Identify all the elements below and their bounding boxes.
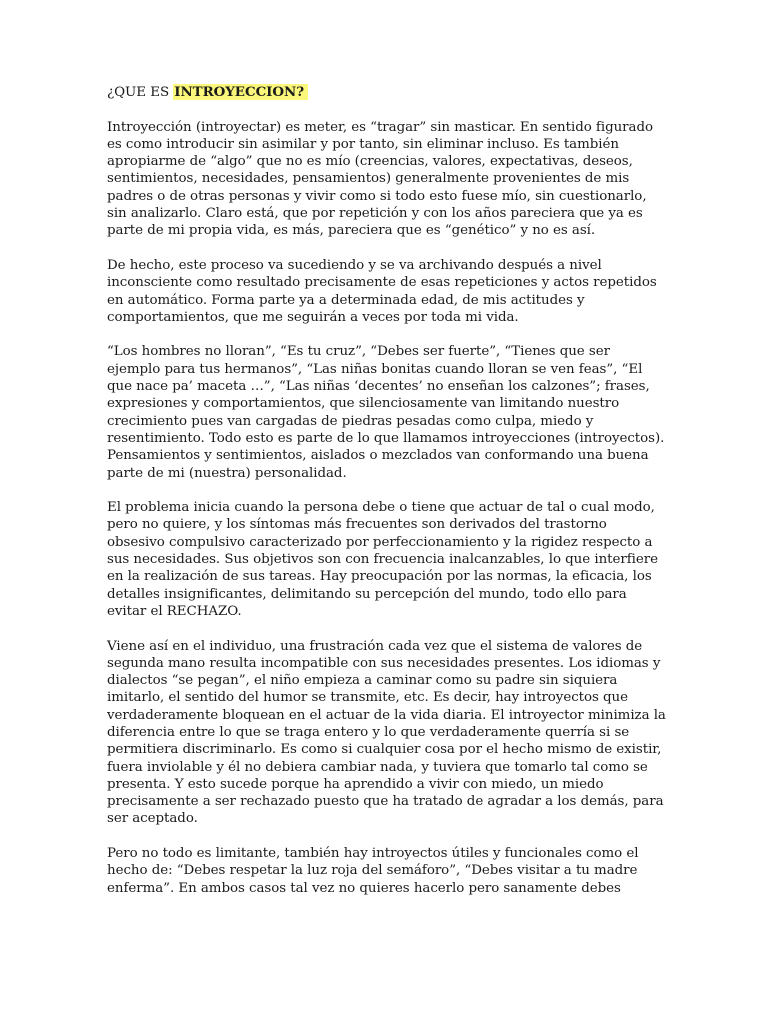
document-page bbox=[107, 84, 667, 914]
document-title bbox=[107, 84, 667, 101]
paragraph-6: Pero no todo es limitante, también hay introyectos útiles y funcionales como el hecho de: “Debes respetar la luz roja del semáforo”, “Debes visitar a tu madre enferma”. En ambos casos tal vez no quieres hacerlo pero sanamente debes bbox=[107, 846, 639, 896]
paragraph-2: De hecho, este proceso va sucediendo y se va archivando después a nivel inconsciente como resultado precisamente de esas repeticiones y actos repetidos en automático. Forma parte ya a determinada edad, de mis actitudes y comportamientos, que me seguirán a veces por toda mi vida. bbox=[107, 257, 657, 325]
paragraph-3: “Los hombres no lloran”, “Es tu cruz”, “Debes ser fuerte”, “Tienes que ser ejemplo para tus hermanos”, “Las niñas bonitas cuando lloran se ven feas”, “El que nace pa’ maceta …”, “Las niñas ‘decentes’ no enseñan los calzones”; frases, expresiones y comportamientos, que silenciosamente van limitando nuestro crecimiento pues van cargadas de piedras pesadas como culpa, miedo y resentimiento. Todo esto es parte de lo que llamamos introyecciones (introyectos). Pensamientos y sentimientos, aislados o mezclados van conformando una buena parte de mi (nuestra) personalidad. bbox=[107, 344, 665, 481]
title-prefix: ¿QUE ES bbox=[107, 85, 174, 100]
title-highlight: INTROYECCION? bbox=[173, 84, 308, 100]
paragraph-1: Introyección (introyectar) es meter, es “tragar” sin masticar. En sentido figurado es como introducir sin asimilar y por tanto, sin eliminar incluso. Es también apropiarme de “algo” que no es mío (creencias, valores, expectativas, deseos, sentimientos, necesidades, pensamientos) generalmente provenientes de mis padres o de otras personas y vivir como si todo esto fuese mío, sin cuestionarlo, sin analizarlo. Claro está, que por repetición y con los años pareciera que ya es parte de mi propia vida, es más, pareciera que es “genético” y no es así. bbox=[107, 119, 653, 239]
paragraph-5: Viene así en el individuo, una frustración cada vez que el sistema de valores de segunda mano resulta incompatible con sus necesidades presentes. Los idiomas y dialectos “se pegan”, el niño empieza a caminar como su padre sin siquiera imitarlo, el sentido del humor se transmite, etc. Es decir, hay introyectos que verdaderamente bloquean en el actuar de la vida diaria. El introyector minimiza la diferencia entre lo que se traga entero y lo que verdaderamente querría si se permitiera discriminarlo. Es como si cualquier cosa por el hecho mismo de existir, fuera inviolable y él no debiera cambiar nada, y tuviera que tomarlo tal como se presenta. Y esto sucede porque ha aprendido a vivir con miedo, un miedo precisamente a ser rechazado puesto que ha tratado de agradar a los demás, para ser aceptado. bbox=[107, 638, 666, 827]
paragraph-4: El problema inicia cuando la persona debe o tiene que actuar de tal o cual modo, pero no quiere, y los síntomas más frecuentes son derivados del trastorno obsesivo compulsivo caracterizado por perfeccionamiento y la rigidez respecto a sus necesidades. Sus objetivos son con frecuencia inalcanzables, lo que interfiere en la realización de sus tareas. Hay preocupación por las normas, la eficacia, los detalles insignificantes, delimitando su percepción del mundo, todo ello para evitar el RECHAZO. bbox=[107, 500, 658, 619]
